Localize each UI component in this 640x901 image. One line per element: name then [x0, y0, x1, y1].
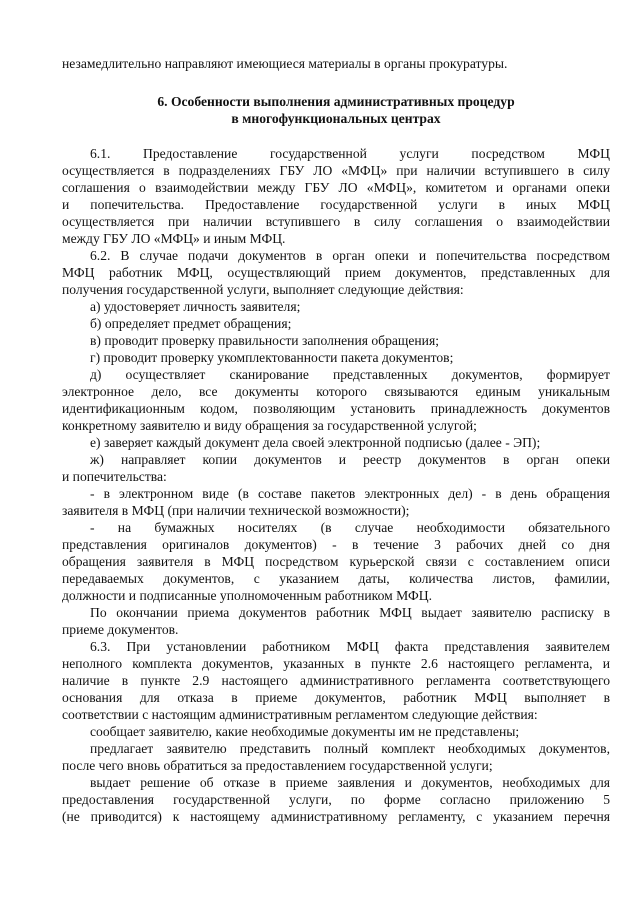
- paragraph-line: 6.1. Предоставление государственной услуги посредством МФЦ: [90, 146, 610, 161]
- list-item: г) проводит проверку укомплектованности пакета документов;: [90, 350, 454, 365]
- paragraph-line: заявителя в МФЦ (при наличии технической возможности);: [62, 503, 410, 518]
- paragraph-line: должности и подписанные уполномоченным работником МФЦ.: [62, 588, 432, 603]
- section-title-line-2: в многофункциональных центрах: [231, 111, 441, 126]
- list-item: б) определяет предмет обращения;: [90, 316, 292, 331]
- list-item: е) заверяет каждый документ дела своей электронной подписью (далее - ЭП);: [90, 435, 541, 450]
- list-item: ж) направляет копии документов и реестр документов в орган опеки: [90, 452, 610, 467]
- paragraph-line: предоставления государственной услуги, по форме согласно приложению 5: [62, 792, 610, 807]
- paragraph-line: наличие в пункте 2.9 настоящего административного регламента соответствующего: [62, 673, 610, 688]
- paragraph-line: между ГБУ ЛО «МФЦ» и иным МФЦ.: [62, 231, 286, 246]
- paragraph-line: обращения заявителя в МФЦ посредством курьерской связи с составлением описи: [62, 554, 610, 569]
- paragraph-line: получения государственной услуги, выполняет следующие действия:: [62, 282, 464, 297]
- paragraph-line: осуществляется в подразделениях ГБУ ЛО «МФЦ» при наличии вступившего в силу: [62, 163, 610, 178]
- paragraph-line: 6.2. В случае подачи документов в орган опеки и попечительства посредством: [90, 248, 610, 263]
- paragraph-line: электронное дело, все документы которого связываются единым уникальным: [62, 384, 610, 399]
- section-title-line-1: 6. Особенности выполнения административных процедур: [157, 94, 515, 109]
- paragraph-line: осуществляется при наличии вступившего в силу соглашения о взаимодействии: [62, 214, 610, 229]
- paragraph-line: и попечительства. Предоставление государственной услуги в иных МФЦ: [62, 197, 610, 212]
- paragraph-line: соглашения о взаимодействии между ГБУ ЛО «МФЦ», комитетом и органами опеки: [62, 180, 610, 195]
- list-item: а) удостоверяет личность заявителя;: [90, 299, 301, 314]
- paragraph-line: предлагает заявителю представить полный комплект необходимых документов,: [90, 741, 610, 756]
- paragraph-line: сообщает заявителю, какие необходимые документы им не представлены;: [90, 724, 520, 739]
- paragraph-line: приеме документов.: [62, 622, 179, 637]
- paragraph-line: основания для отказа в приеме документов, работник МФЦ выполняет в: [62, 690, 610, 705]
- paragraph-line: идентификационным кодом, позволяющим установить принадлежность документов: [62, 401, 610, 416]
- list-item: д) осуществляет сканирование представленных документов, формирует: [90, 367, 610, 382]
- paragraph-line: соответствии с настоящим административным регламентом следующие действия:: [62, 707, 538, 722]
- paragraph-line: неполного комплекта документов, указанных в пункте 2.6 настоящего регламента, и: [62, 656, 610, 671]
- paragraph-line: МФЦ работник МФЦ, осуществляющий прием документов, представленных для: [62, 265, 610, 280]
- list-item: в) проводит проверку правильности заполнения обращения;: [90, 333, 439, 348]
- paragraph-line-top: незамедлительно направляют имеющиеся материалы в органы прокуратуры.: [62, 56, 508, 71]
- paragraph-line: выдает решение об отказе в приеме заявления и документов, необходимых для: [90, 775, 610, 790]
- list-item: - в электронном виде (в составе пакетов электронных дел) - в день обращения: [90, 486, 610, 501]
- paragraph-line: (не приводится) к настоящему административному регламенту, с указанием перечня: [62, 809, 610, 824]
- paragraph-line: после чего вновь обратиться за предоставлением государственной услуги;: [62, 758, 493, 773]
- list-item: - на бумажных носителях (в случае необходимости обязательного: [90, 520, 610, 535]
- paragraph-line: и попечительства:: [62, 469, 167, 484]
- paragraph-line: представления оригиналов документов) - в течение 3 рабочих дней со дня: [62, 537, 610, 552]
- paragraph-line: По окончании приема документов работник МФЦ выдает заявителю расписку в: [90, 605, 610, 620]
- paragraph-line: конкретному заявителю и виду обращения за государственной услугой;: [62, 418, 477, 433]
- paragraph-line: передаваемых документов, с указанием даты, количества листов, фамилии,: [62, 571, 610, 586]
- paragraph-line: 6.3. При установлении работником МФЦ факта представления заявителем: [90, 639, 610, 654]
